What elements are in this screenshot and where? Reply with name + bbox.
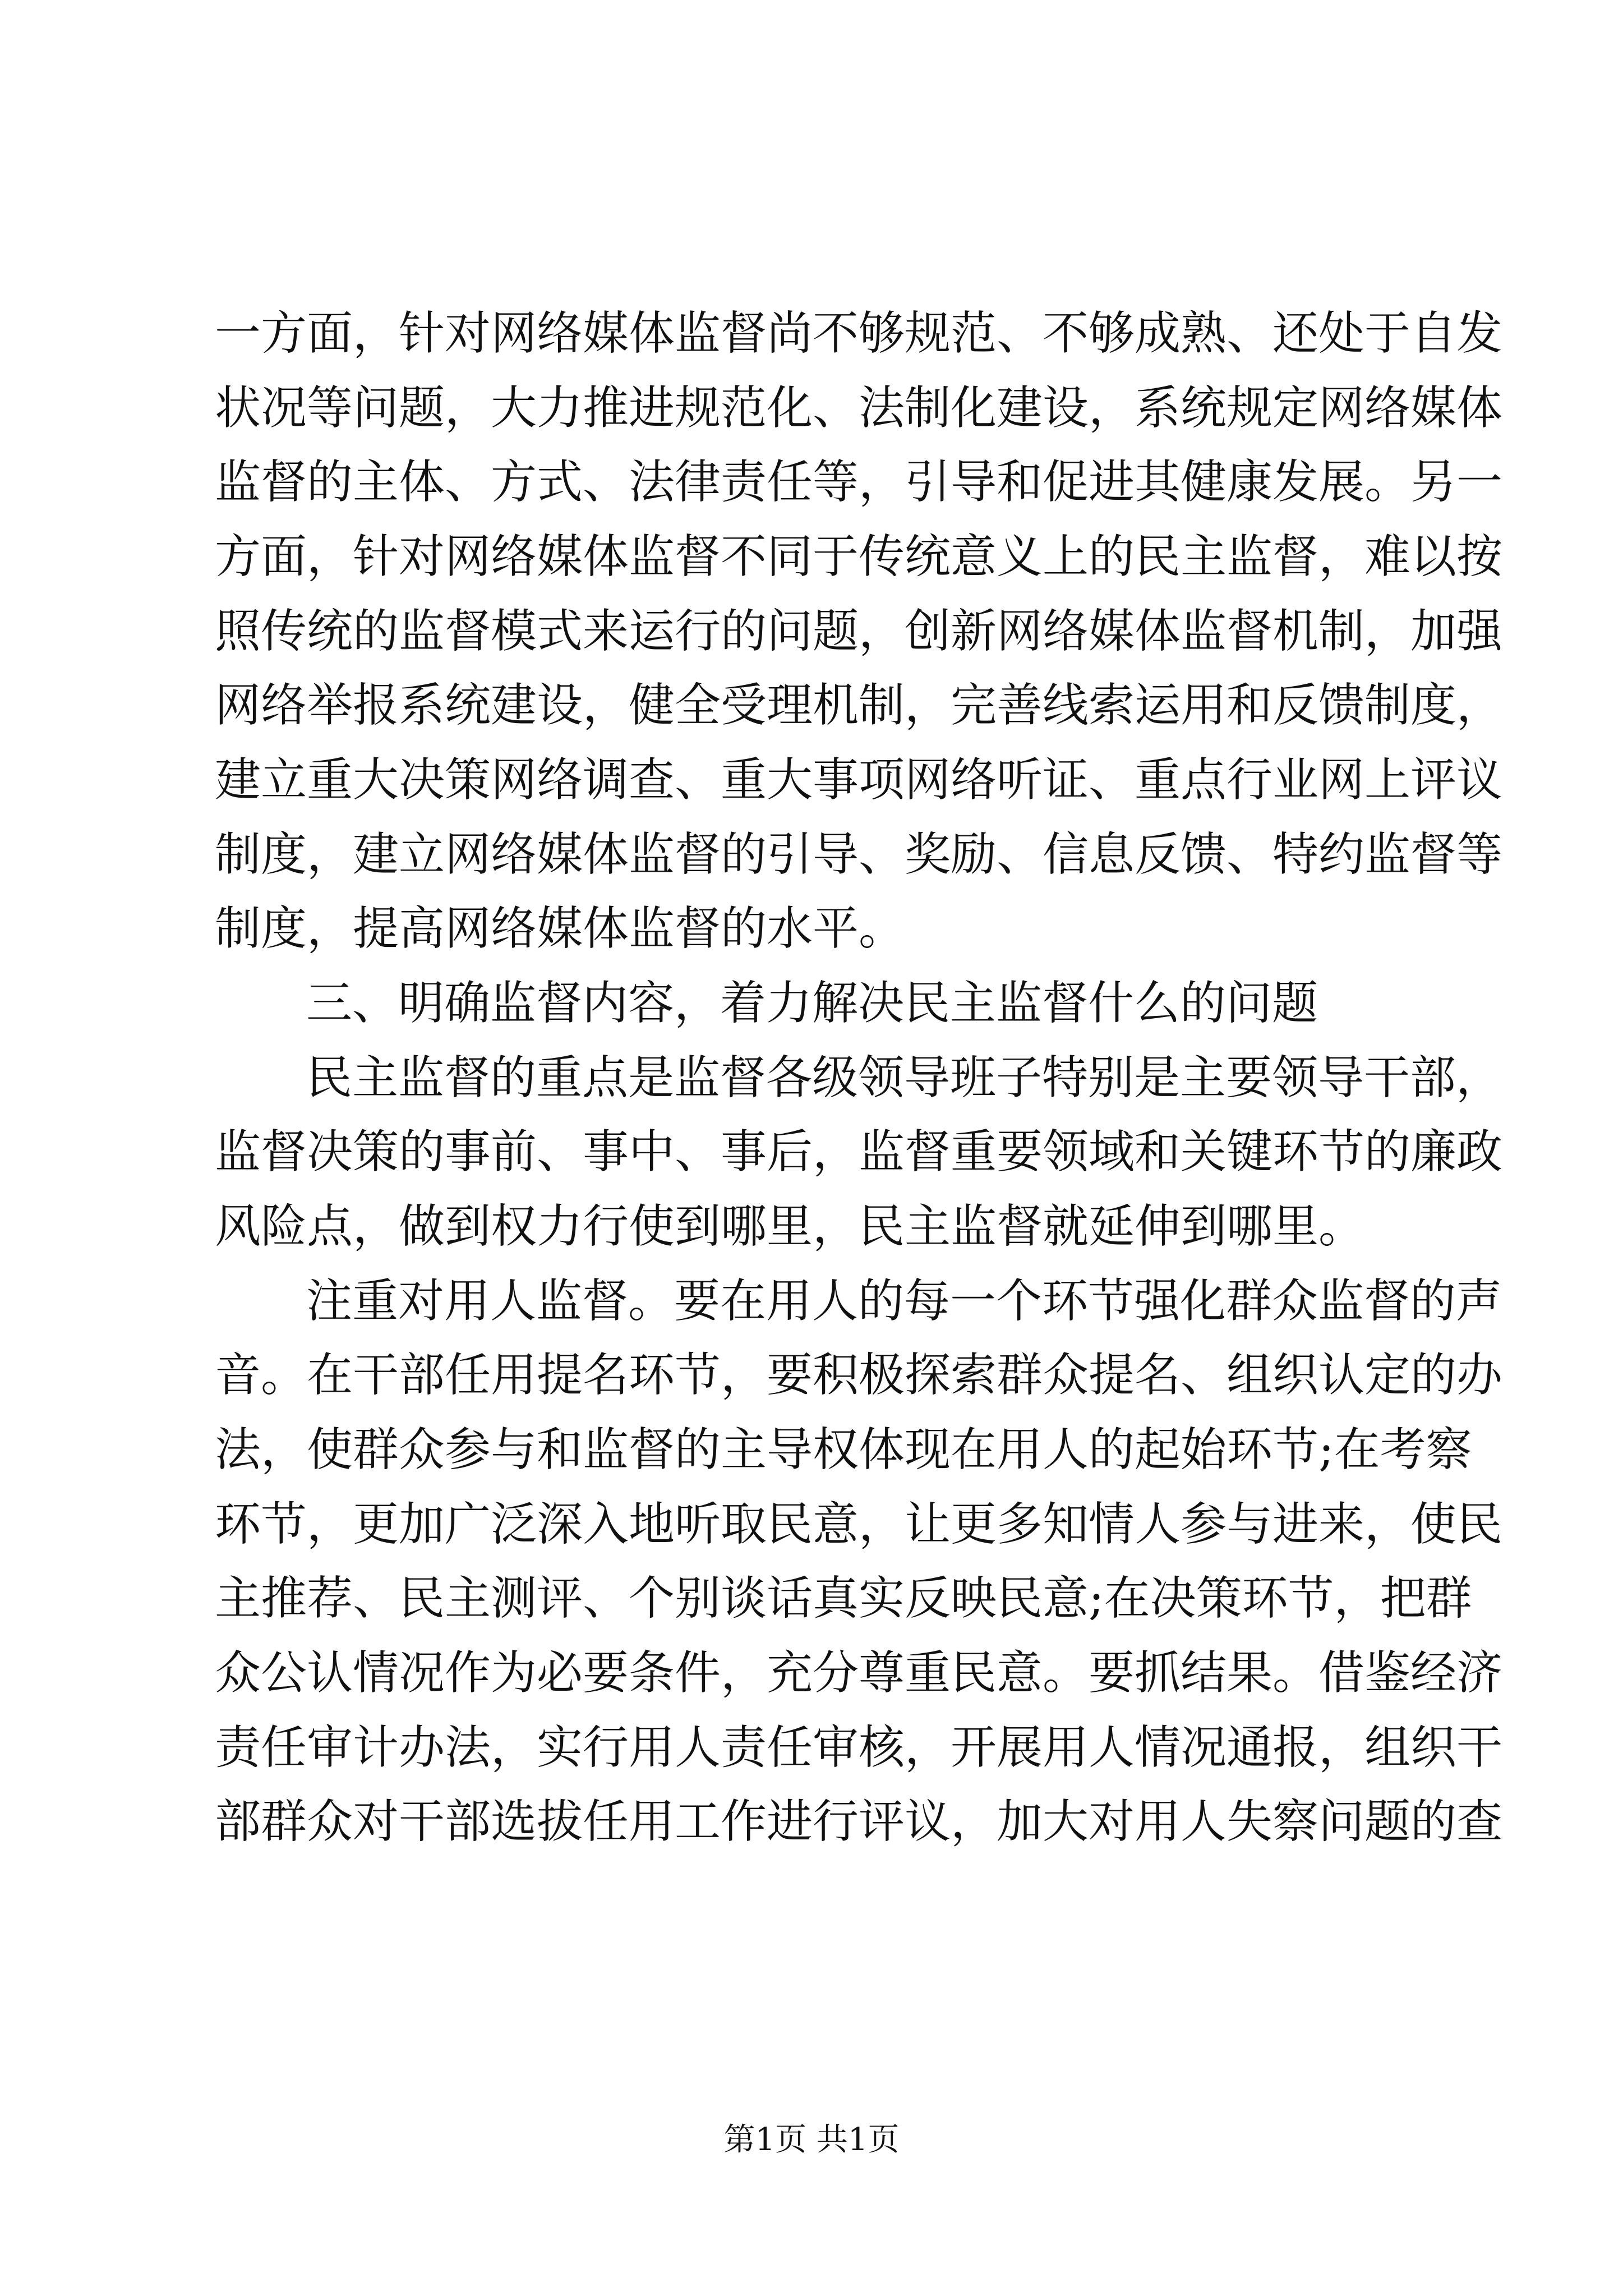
line-text: 网络举报系统建设，健全受理机制，完善线索运用和反馈制度， <box>215 679 1503 732</box>
line-text: 环节，更加广泛深入地听取民意，让更多知情人参与进来，使民 <box>215 1498 1503 1551</box>
line-text: 法，使群众参与和监督的主导权体现在用人的起始环节;在考察 <box>215 1423 1472 1476</box>
line-text: 音。在干部任用提名环节，要积极探索群众提名、组织认定的办 <box>215 1349 1503 1402</box>
line-text: 主推荐、民主测评、个别谈话真实反映民意;在决策环节，把群 <box>215 1572 1472 1625</box>
line-text: 方面，针对网络媒体监督不同于传统意义上的民主监督，难以按 <box>215 530 1503 583</box>
page-footer: 第1页 共1页 <box>723 2122 900 2158</box>
line-text: 制度，提高网络媒体监督的水平。 <box>215 902 905 955</box>
line-text: 注重对用人监督。要在用人的每一个环节强化群众监督的声 <box>306 1274 1502 1328</box>
line-text: 监督决策的事前、事中、事后，监督重要领域和关键环节的廉政 <box>215 1125 1503 1179</box>
line-text: 风险点，做到权力行使到哪里，民主监督就延伸到哪里。 <box>215 1200 1365 1253</box>
line-text: 民主监督的重点是监督各级领导班子特别是主要领导干部， <box>306 1051 1502 1105</box>
line-text: 建立重大决策网络调查、重大事项网络听证、重点行业网上评议 <box>215 753 1503 807</box>
line-text: 监督的主体、方式、法律责任等，引导和促进其健康发展。另一 <box>215 455 1503 509</box>
line-text: 照传统的监督模式来运行的问题，创新网络媒体监督机制，加强 <box>215 605 1503 658</box>
line-text: 状况等问题，大力推进规范化、法制化建设，系统规定网络媒体 <box>215 381 1503 435</box>
line-text: 责任审计办法，实行用人责任审核，开展用人情况通报，组织干 <box>215 1721 1503 1774</box>
line-text: 一方面，针对网络媒体监督尚不够规范、不够成熟、还处于自发 <box>215 307 1503 360</box>
heading-text: 三、明确监督内容，着力解决民主监督什么的问题 <box>306 977 1318 1030</box>
line-text: 部群众对干部选拔任用工作进行评议，加大对用人失察问题的查 <box>215 1795 1503 1848</box>
line-text: 众公认情况作为必要条件，充分尊重民意。要抓结果。借鉴经济 <box>215 1646 1503 1700</box>
line-text: 制度，建立网络媒体监督的引导、奖励、信息反馈、特约监督等 <box>215 828 1503 881</box>
